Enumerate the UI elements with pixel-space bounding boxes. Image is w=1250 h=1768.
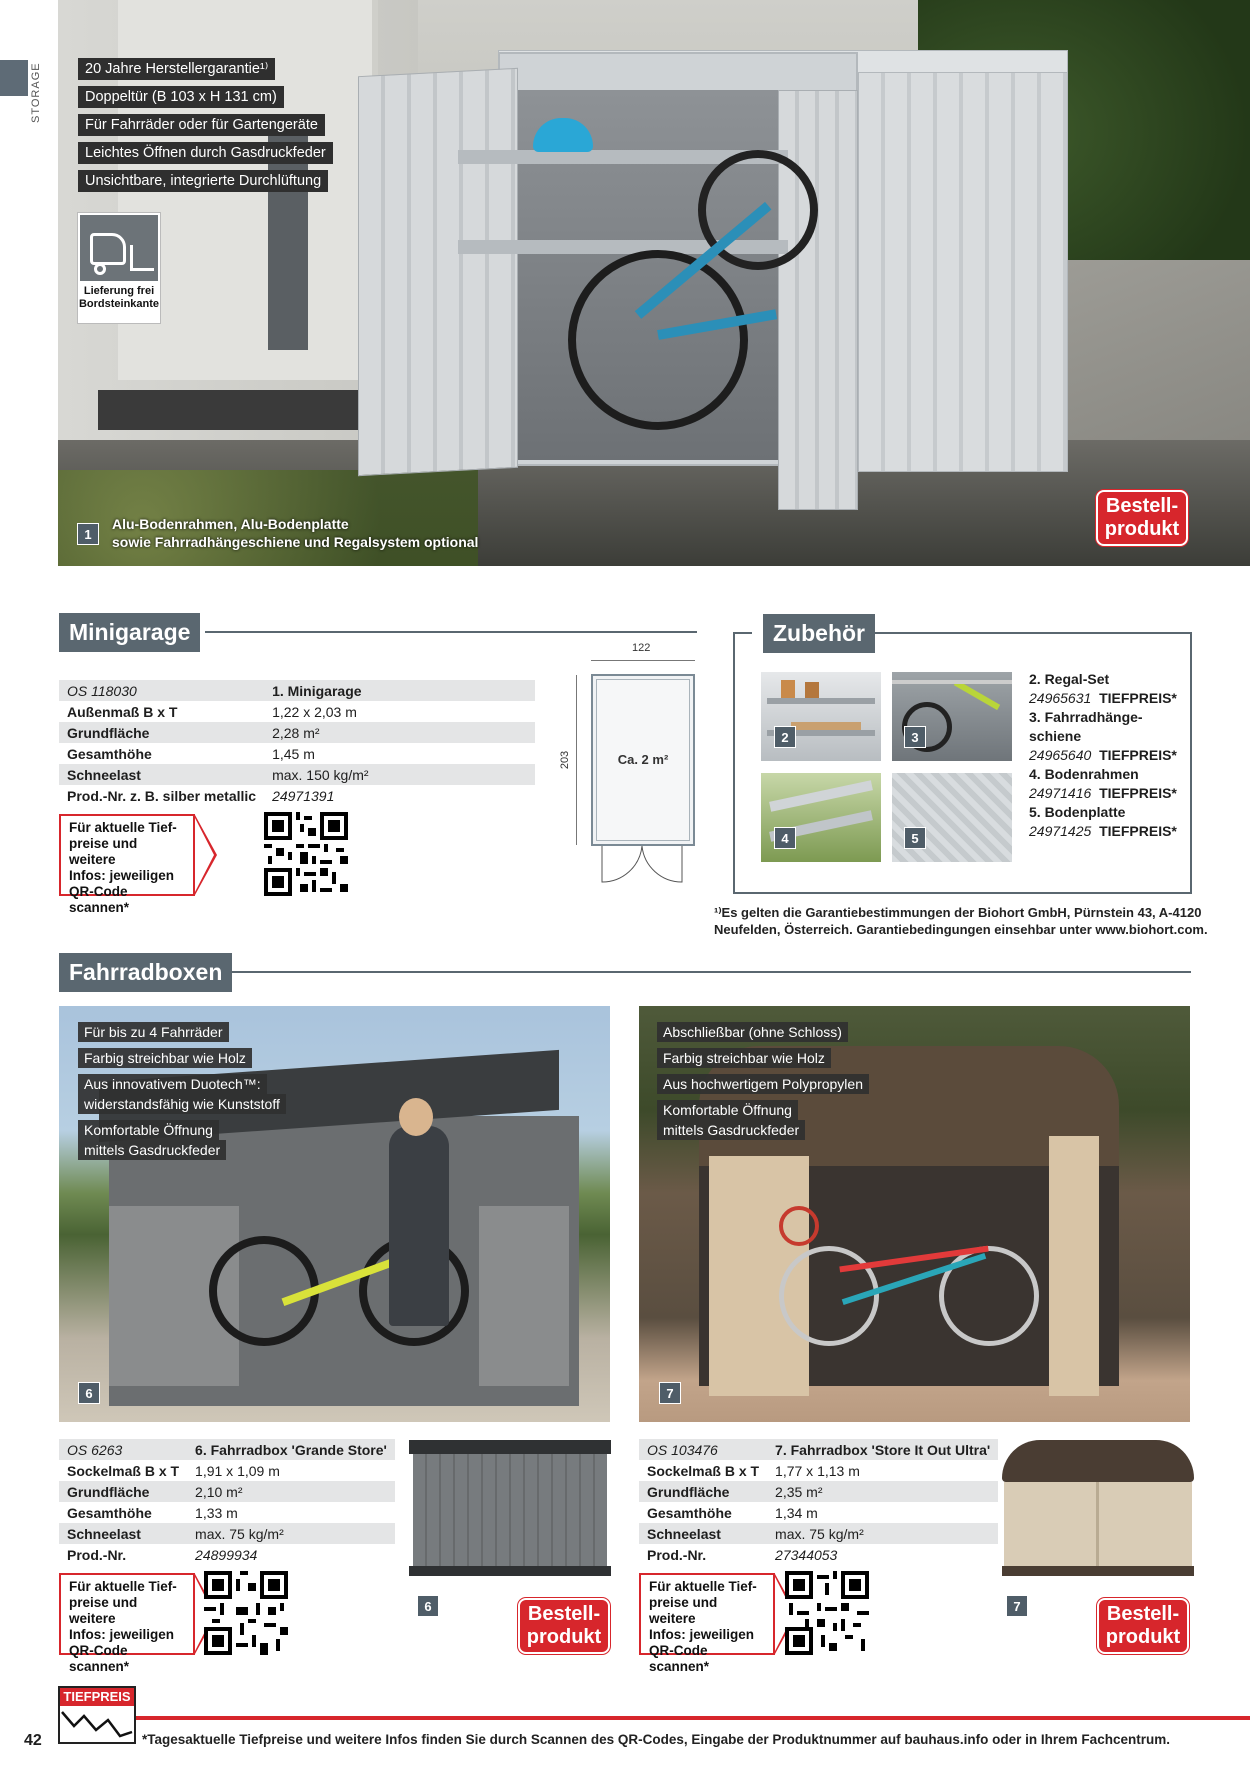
hero-feature-list: [78, 58, 333, 198]
section-divider: [205, 631, 697, 633]
accessory-item: [1029, 670, 1189, 708]
feature-label: Für bis zu 4 Fahrräder: [78, 1022, 229, 1042]
spec-key: Grundfläche: [59, 722, 264, 743]
spec-key: Gesamthöhe: [639, 1502, 767, 1523]
feature-label: widerstandsfähig wie Kunststoff: [78, 1094, 286, 1114]
qr-note-line: Für aktuelle Tief-: [649, 1579, 757, 1594]
spec-value: 1,33 m: [187, 1502, 395, 1523]
spec-key: OS 103476: [639, 1439, 767, 1460]
spec-value: 2,28 m²: [264, 722, 535, 743]
table-row: [59, 1439, 395, 1460]
qr-note-line: Infos: jeweiligen: [69, 868, 175, 883]
product-image-store-it-out-ultra: [998, 1436, 1198, 1582]
qr-note-line: preise und weitere: [69, 1595, 138, 1626]
product-number-badge: 1: [77, 523, 99, 545]
accessory-number-badge: 3: [904, 726, 926, 748]
table-row: [59, 1481, 395, 1502]
spec-value: max. 75 kg/m²: [187, 1523, 395, 1544]
accessory-number: 24965631: [1029, 690, 1092, 706]
qr-note-line: QR-Code scannen*: [649, 1643, 710, 1674]
box7-spec-table: [639, 1439, 998, 1565]
box6-feature-list: [78, 1022, 286, 1166]
table-row: [59, 1523, 395, 1544]
minigarage-spec-table: [59, 680, 535, 806]
accessory-item: [1029, 708, 1189, 765]
box6-spec-table: [59, 1439, 395, 1565]
spec-value: max. 150 kg/m²: [264, 764, 535, 785]
section-title-fahrradboxen: Fahrradboxen: [59, 953, 232, 992]
accessory-price-tag: TIEFPREIS*: [1099, 747, 1177, 763]
footnote-line: ¹⁾Es gelten die Garantiebestimmungen der Biohort GmbH, Pürnstein 43, A-4120: [714, 905, 1202, 920]
accessory-item: [1029, 765, 1189, 803]
spec-key: OS 118030: [59, 680, 264, 701]
bestell-line1: Bestell-: [527, 1603, 601, 1625]
table-row: [639, 1544, 998, 1565]
accessory-name: 5. Bodenplatte: [1029, 804, 1126, 820]
section-title-minigarage: Minigarage: [59, 613, 200, 652]
spec-value: 1,45 m: [264, 743, 535, 764]
bestellprodukt-badge: [1096, 490, 1188, 546]
hero-caption-line2: sowie Fahrradhängeschiene und Regalsystem optional: [112, 534, 479, 550]
bestell-line2: produkt: [1104, 518, 1180, 540]
tiefpreis-logo: [58, 1686, 136, 1744]
spec-key: Schneelast: [59, 1523, 187, 1544]
delivery-badge: [77, 212, 161, 324]
warranty-footnote: [714, 904, 1208, 938]
footer-accent-bar: [58, 1716, 1250, 1720]
bestell-line1: Bestell-: [1106, 1603, 1180, 1625]
accessory-price-tag: TIEFPREIS*: [1099, 785, 1177, 801]
feature-label: Komfortable Öffnung: [657, 1100, 798, 1120]
qr-code-minigarage[interactable]: [264, 812, 348, 896]
accessory-name: 2. Regal-Set: [1029, 671, 1110, 687]
feature-label: Aus innovativem Duotech™:: [78, 1074, 267, 1094]
section-title-zubehoer: Zubehör: [763, 614, 875, 653]
feature-label: Doppeltür (B 103 x H 131 cm): [78, 86, 284, 108]
feature-label: mittels Gasdruckfeder: [78, 1140, 226, 1160]
spec-value: 6. Fahrradbox 'Grande Store': [187, 1439, 395, 1460]
table-row: [59, 743, 535, 764]
spec-key: Schneelast: [639, 1523, 767, 1544]
bestellprodukt-badge: [518, 1598, 610, 1654]
hero-caption: [112, 515, 478, 551]
accessory-number: 24971416: [1029, 785, 1092, 801]
table-row: [639, 1460, 998, 1481]
accessory-number-badge: 4: [774, 827, 796, 849]
accessory-price-tag: TIEFPREIS*: [1099, 690, 1177, 706]
plan-width-dimension-line: [591, 660, 695, 661]
accessory-number-badge: 5: [904, 827, 926, 849]
spec-key: Gesamthöhe: [59, 743, 264, 764]
tiefpreis-logo-text: TIEFPREIS: [60, 1688, 134, 1706]
delivery-text-line1: Lieferung frei: [83, 285, 155, 297]
spec-key: Prod.-Nr. z. B. silber metallic: [59, 785, 264, 806]
table-row: [639, 1481, 998, 1502]
feature-label: mittels Gasdruckfeder: [657, 1120, 805, 1140]
table-row: [639, 1523, 998, 1544]
price-drop-chart-icon: [60, 1706, 134, 1742]
spec-value: 1,91 x 1,09 m: [187, 1460, 395, 1481]
product-number-badge: 7: [1006, 1595, 1028, 1617]
feature-label: Farbig streichbar wie Holz: [657, 1048, 831, 1068]
table-row: [59, 701, 535, 722]
qr-arrow-inner: [195, 818, 214, 892]
spec-value: 7. Fahrradbox 'Store It Out Ultra': [767, 1439, 998, 1460]
table-row: [59, 785, 535, 806]
plan-depth-label: 203: [559, 750, 572, 770]
qr-note-line: Für aktuelle Tief-: [69, 820, 177, 835]
table-row: [639, 1439, 998, 1460]
accessory-name: schiene: [1029, 728, 1082, 744]
product-number-badge: 6: [417, 1595, 439, 1617]
qr-scan-note: [639, 1573, 775, 1674]
feature-label: Aus hochwertigem Polypropylen: [657, 1074, 869, 1094]
qr-note-line: QR-Code scannen*: [69, 1643, 130, 1674]
delivery-truck-icon: [80, 215, 158, 281]
spec-value: 1,77 x 1,13 m: [767, 1460, 998, 1481]
feature-label: Leichtes Öffnen durch Gasdruckfeder: [78, 142, 333, 164]
accessory-item: [1029, 803, 1189, 841]
page-number: 42: [24, 1732, 42, 1749]
feature-label: 20 Jahre Herstellergarantie¹⁾: [78, 58, 275, 80]
feature-label: Komfortable Öffnung: [78, 1120, 219, 1140]
spec-value: 24971391: [264, 785, 535, 806]
spec-key: Außenmaß B x T: [59, 701, 264, 722]
hero-caption-line1: Alu-Bodenrahmen, Alu-Bodenplatte: [112, 516, 349, 532]
product-image-grande-store: [405, 1436, 615, 1582]
table-row: [59, 1502, 395, 1523]
accessory-price-tag: TIEFPREIS*: [1099, 823, 1177, 839]
box7-feature-list: [657, 1022, 869, 1146]
accessory-name: 3. Fahrradhänge-: [1029, 709, 1143, 725]
product-number-badge: 6: [78, 1382, 100, 1404]
spec-value: max. 75 kg/m²: [767, 1523, 998, 1544]
qr-note-line: Infos: jeweiligen: [649, 1627, 755, 1642]
accessory-list: [1029, 670, 1189, 841]
plan-area-label: Ca. 2 m²: [596, 679, 690, 841]
spec-key: Prod.-Nr.: [639, 1544, 767, 1565]
spec-key: Gesamthöhe: [59, 1502, 187, 1523]
accessory-name: 4. Bodenrahmen: [1029, 766, 1139, 782]
spec-key: Sockelmaß B x T: [639, 1460, 767, 1481]
accessory-number: 24965640: [1029, 747, 1092, 763]
spec-key: Prod.-Nr.: [59, 1544, 187, 1565]
spec-value: 1. Minigarage: [264, 680, 535, 701]
table-row: [59, 1460, 395, 1481]
qr-code-store-it-out-ultra[interactable]: [785, 1571, 869, 1655]
table-row: [59, 680, 535, 701]
product-number-badge: 7: [659, 1382, 681, 1404]
footer-note: *Tagesaktuelle Tiefpreise und weitere Infos finden Sie durch Scannen des QR-Codes, Eingabe der Produktnummer auf bauhaus.info oder in Ihrem Fachcentrum.: [142, 1732, 1170, 1747]
qr-note-line: QR-Code scannen*: [69, 884, 130, 915]
feature-label: Für Fahrräder oder für Gartengeräte: [78, 114, 325, 136]
qr-scan-note: [59, 1573, 195, 1674]
plan-width-label: 122: [632, 642, 651, 654]
bestell-line2: produkt: [526, 1626, 602, 1648]
side-tab-marker: [0, 60, 28, 96]
qr-note-line: preise und weitere: [69, 836, 138, 867]
bestell-line1: Bestell-: [1105, 495, 1179, 517]
spec-key: Grundfläche: [639, 1481, 767, 1502]
spec-value: 2,35 m²: [767, 1481, 998, 1502]
feature-label: Farbig streichbar wie Holz: [78, 1048, 252, 1068]
qr-note-line: Für aktuelle Tief-: [69, 1579, 177, 1594]
spec-key: OS 6263: [59, 1439, 187, 1460]
spec-key: Grundfläche: [59, 1481, 187, 1502]
section-divider: [225, 971, 1191, 973]
plan-depth-dimension-line: [576, 675, 577, 845]
delivery-text-line2: Bordsteinkante: [78, 298, 160, 310]
bestellprodukt-badge: [1097, 1598, 1189, 1654]
accessory-number: 24971425: [1029, 823, 1092, 839]
feature-label: Unsichtbare, integrierte Durchlüftung: [78, 170, 328, 192]
feature-label: Abschließbar (ohne Schloss): [657, 1022, 848, 1042]
table-row: [59, 722, 535, 743]
spec-value: 24899934: [187, 1544, 395, 1565]
qr-note-line: preise und weitere: [649, 1595, 718, 1626]
bestell-line2: produkt: [1105, 1626, 1181, 1648]
qr-code-grande-store[interactable]: [204, 1571, 288, 1655]
accessory-number-badge: 2: [774, 726, 796, 748]
table-row: [59, 764, 535, 785]
spec-value: 1,34 m: [767, 1502, 998, 1523]
footnote-line: Neufelden, Österreich. Garantiebedingungen einsehbar unter www.biohort.com.: [714, 922, 1208, 937]
spec-key: Schneelast: [59, 764, 264, 785]
spec-value: 27344053: [767, 1544, 998, 1565]
spec-value: 2,10 m²: [187, 1481, 395, 1502]
section-side-label: STORAGE: [30, 62, 42, 124]
table-row: [639, 1502, 998, 1523]
spec-key: Sockelmaß B x T: [59, 1460, 187, 1481]
spec-value: 1,22 x 2,03 m: [264, 701, 535, 722]
table-row: [59, 1544, 395, 1565]
plan-door-swing-icon: [600, 846, 684, 886]
qr-note-line: Infos: jeweiligen: [69, 1627, 175, 1642]
qr-scan-note: [59, 814, 195, 915]
